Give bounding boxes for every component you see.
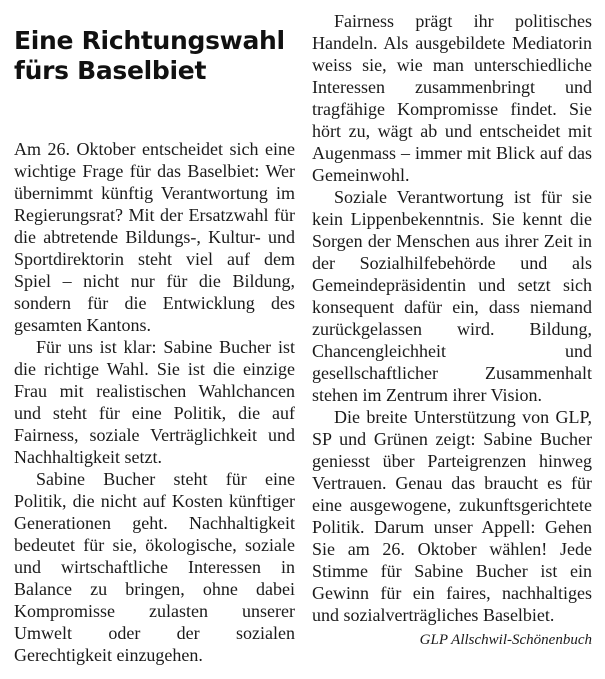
paragraph: Am 26. Oktober entscheidet sich eine wichtige Frage für das Baselbiet: Wer übernimmt künftig Verantwortung im Regierungsrat? Mit der Ersatzwahl für die abtretende Bildungs-, Kultur- und Sportdirektorin steht viel auf dem Spiel – nicht nur für die Bildung, sondern für die Entwicklung des gesamten Kantons. — [14, 139, 295, 335]
title-line-1: Eine Richtungswahl — [14, 26, 285, 55]
left-body — [14, 138, 295, 666]
paragraph: Die breite Unterstützung von GLP, SP und Grünen zeigt: Sabine Bucher geniesst über Parteigrenzen hinweg Vertrauen. Genau das braucht es für eine ausgewogene, zukunftsgerichtete Politik. Darum unser Appell: Gehen Sie am 26. Oktober wählen! Jede Stimme für Sabine Bucher ist ein Gewinn für ein faires, nachhaltiges und sozialverträgliches Baselbiet. — [312, 407, 592, 625]
paragraph: Sabine Bucher steht für eine Politik, die nicht auf Kosten künftiger Generationen geht. Nachhaltigkeit bedeutet für sie, ökologische, soziale und wirtschaftliche Interessen in Balance zu bringen, ohne dabei Kompromisse zulasten unserer Umwelt oder der sozialen Gerechtigkeit einzugehen. — [14, 469, 295, 665]
right-body — [312, 10, 592, 626]
paragraph: Für uns ist klar: Sabine Bucher ist die richtige Wahl. Sie ist die einzige Frau mit realistischen Wahlchancen und steht für eine Politik, die auf Fairness, soziale Verträglichkeit und Nachhaltigkeit setzt. — [14, 337, 295, 467]
author-signature: GLP Allschwil-Schönenbuch — [419, 632, 592, 648]
left-column — [14, 0, 295, 666]
paragraph: Fairness prägt ihr politisches Handeln. Als ausgebildete Mediatorin weiss sie, wie man unterschiedliche Interessen zusammenbringt und tragfähige Kompromisse findet. Sie hört zu, wägt ab und entscheidet mit Augenmass – immer mit Blick auf das Gemeinwohl. — [312, 11, 592, 185]
right-column — [312, 0, 592, 650]
article-title — [14, 26, 295, 86]
paragraph: Soziale Verantwortung ist für sie kein Lippenbekenntnis. Sie kennt die Sorgen der Menschen aus ihrer Zeit in der Sozialhilfebehörde und als Gemeindepräsidentin und setzt sich konsequent dafür ein, dass niemand zurückgelassen wird. Bildung, Chancengleichheit und gesellschaftlicher Zusammenhalt stehen im Zentrum ihrer Vision. — [312, 187, 592, 405]
title-line-2: fürs Baselbiet — [14, 56, 207, 85]
